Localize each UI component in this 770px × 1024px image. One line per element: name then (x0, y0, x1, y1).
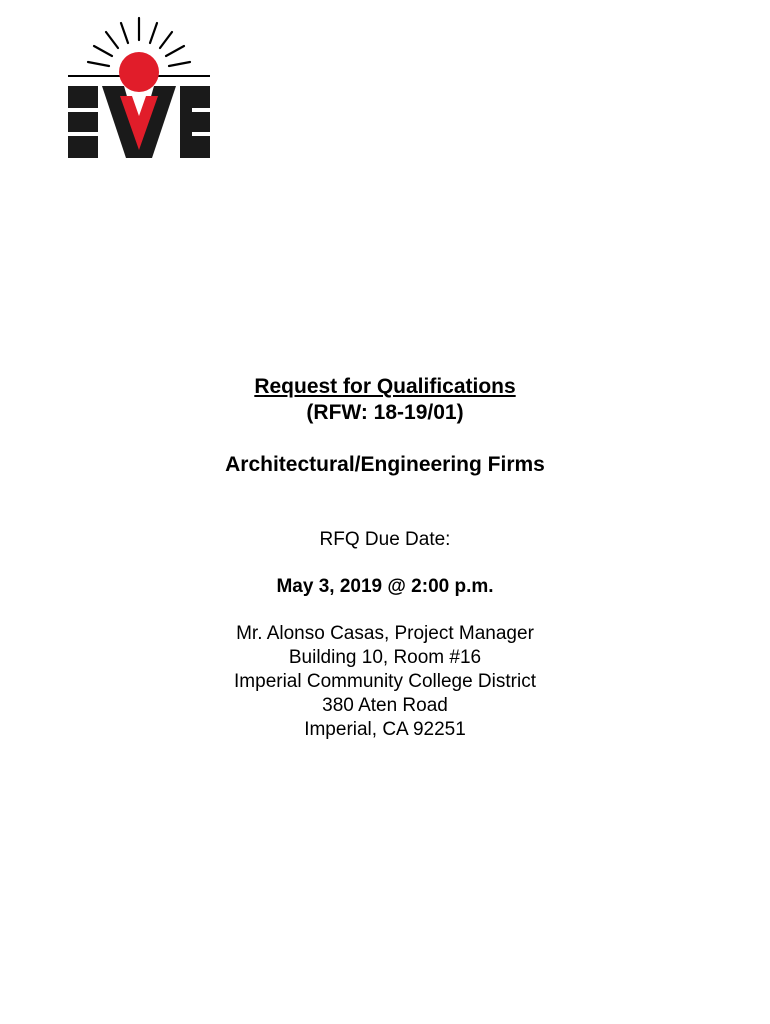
document-title (0, 374, 770, 426)
letter-i-shape (68, 86, 98, 158)
address-line-contact: Mr. Alonso Casas, Project Manager (236, 623, 534, 644)
sun-icon (119, 52, 159, 92)
title-line: Request for Qualifications (254, 375, 516, 398)
letter-c-shape (180, 86, 210, 158)
address-line-organization: Imperial Community College District (234, 671, 536, 692)
document-subtitle: Architectural/Engineering Firms (225, 453, 545, 476)
college-logo (66, 10, 212, 160)
contact-address (0, 622, 770, 742)
address-line-building: Building 10, Room #16 (288, 647, 482, 668)
due-date-value: May 3, 2019 @ 2:00 p.m. (276, 576, 494, 597)
address-line-street: 380 Aten Road (322, 695, 448, 716)
rfq-number: (RFW: 18-19/01) (306, 401, 464, 424)
address-line-city: Imperial, CA 92251 (304, 719, 466, 740)
logo-icon (66, 10, 212, 160)
due-date-label: RFQ Due Date: (319, 529, 451, 550)
